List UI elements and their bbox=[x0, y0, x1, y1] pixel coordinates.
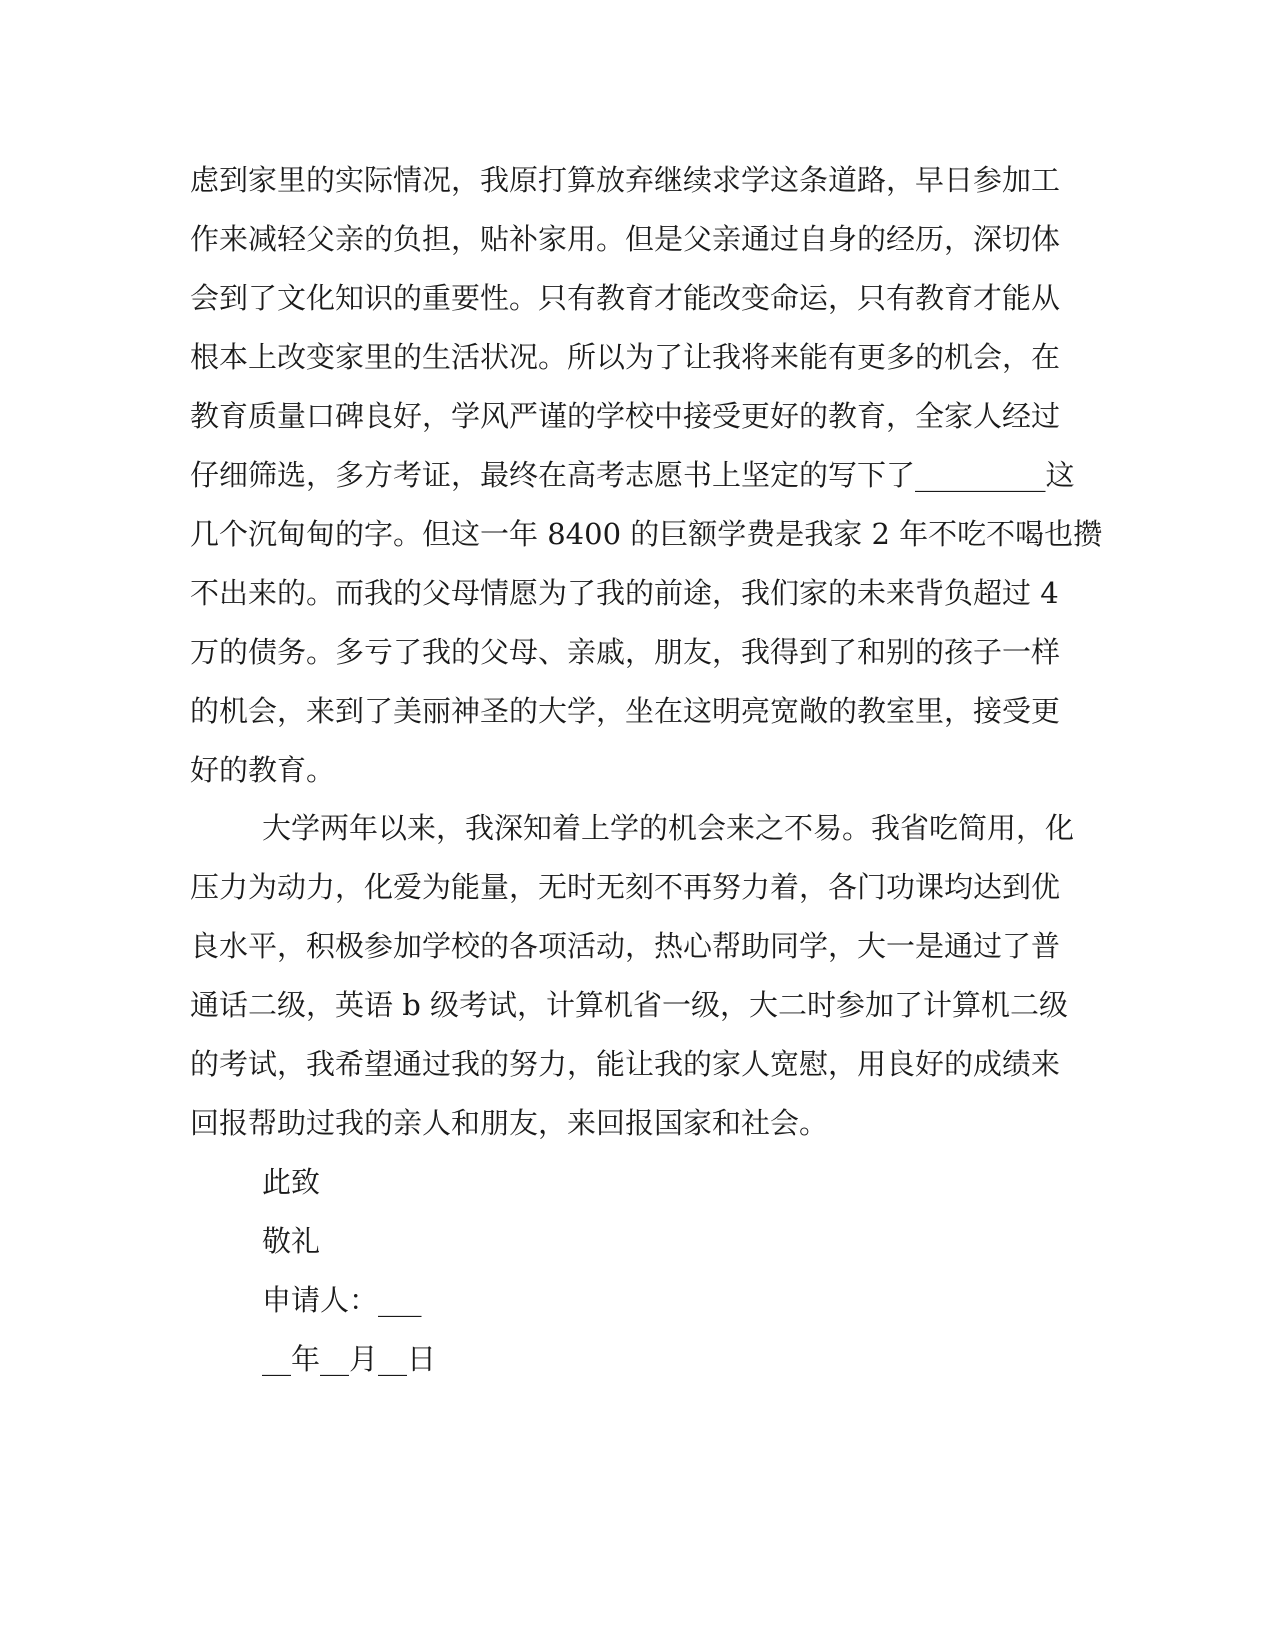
text-line: 作来减轻父亲的负担，贴补家用。但是父亲通过自身的经历，深切体 bbox=[190, 222, 1061, 256]
text-line: 的机会，来到了美丽神圣的大学，坐在这明亮宽敞的教室里，接受更 bbox=[190, 694, 1061, 728]
text-line: 大学两年以来，我深知着上学的机会来之不易。我省吃简用，化 bbox=[262, 811, 1075, 845]
applicant-line: 申请人：___ bbox=[262, 1283, 422, 1317]
text-line: 回报帮助过我的亲人和朋友，来回报国家和社会。 bbox=[190, 1106, 829, 1140]
text-line: 通话二级，英语 b 级考试，计算机省一级，大二时参加了计算机二级 bbox=[190, 988, 1069, 1022]
text-line: 几个沉甸甸的字。但这一年 8400 的巨额学费是我家 2 年不吃不喝也攒 bbox=[190, 517, 1103, 551]
text-line: 压力为动力，化爱为能量，无时无刻不再努力着，各门功课均达到优 bbox=[190, 870, 1061, 904]
date-line: __年__月__日 bbox=[262, 1342, 437, 1376]
text-line: 会到了文化知识的重要性。只有教育才能改变命运，只有教育才能从 bbox=[190, 281, 1061, 315]
text-line: 的考试，我希望通过我的努力，能让我的家人宽慰，用良好的成绩来 bbox=[190, 1047, 1061, 1081]
text-line: 教育质量口碑良好，学风严谨的学校中接受更好的教育，全家人经过 bbox=[190, 399, 1061, 433]
text-line: 仔细筛选，多方考证，最终在高考志愿书上坚定的写下了_________这 bbox=[190, 458, 1075, 492]
text-line: 良水平，积极参加学校的各项活动，热心帮助同学，大一是通过了普 bbox=[190, 929, 1061, 963]
text-line: 虑到家里的实际情况，我原打算放弃继续求学这条道路，早日参加工 bbox=[190, 163, 1061, 197]
closing: 此致 bbox=[262, 1165, 321, 1199]
text-line: 根本上改变家里的生活状况。所以为了让我将来能有更多的机会，在 bbox=[190, 340, 1061, 374]
text-line: 不出来的。而我的父母情愿为了我的前途，我们家的未来背负超过 4 bbox=[190, 576, 1059, 610]
text-line: 万的债务。多亏了我的父母、亲戚，朋友，我得到了和别的孩子一样 bbox=[190, 635, 1061, 669]
text-line: 好的教育。 bbox=[190, 753, 336, 787]
salutation: 敬礼 bbox=[262, 1224, 321, 1258]
